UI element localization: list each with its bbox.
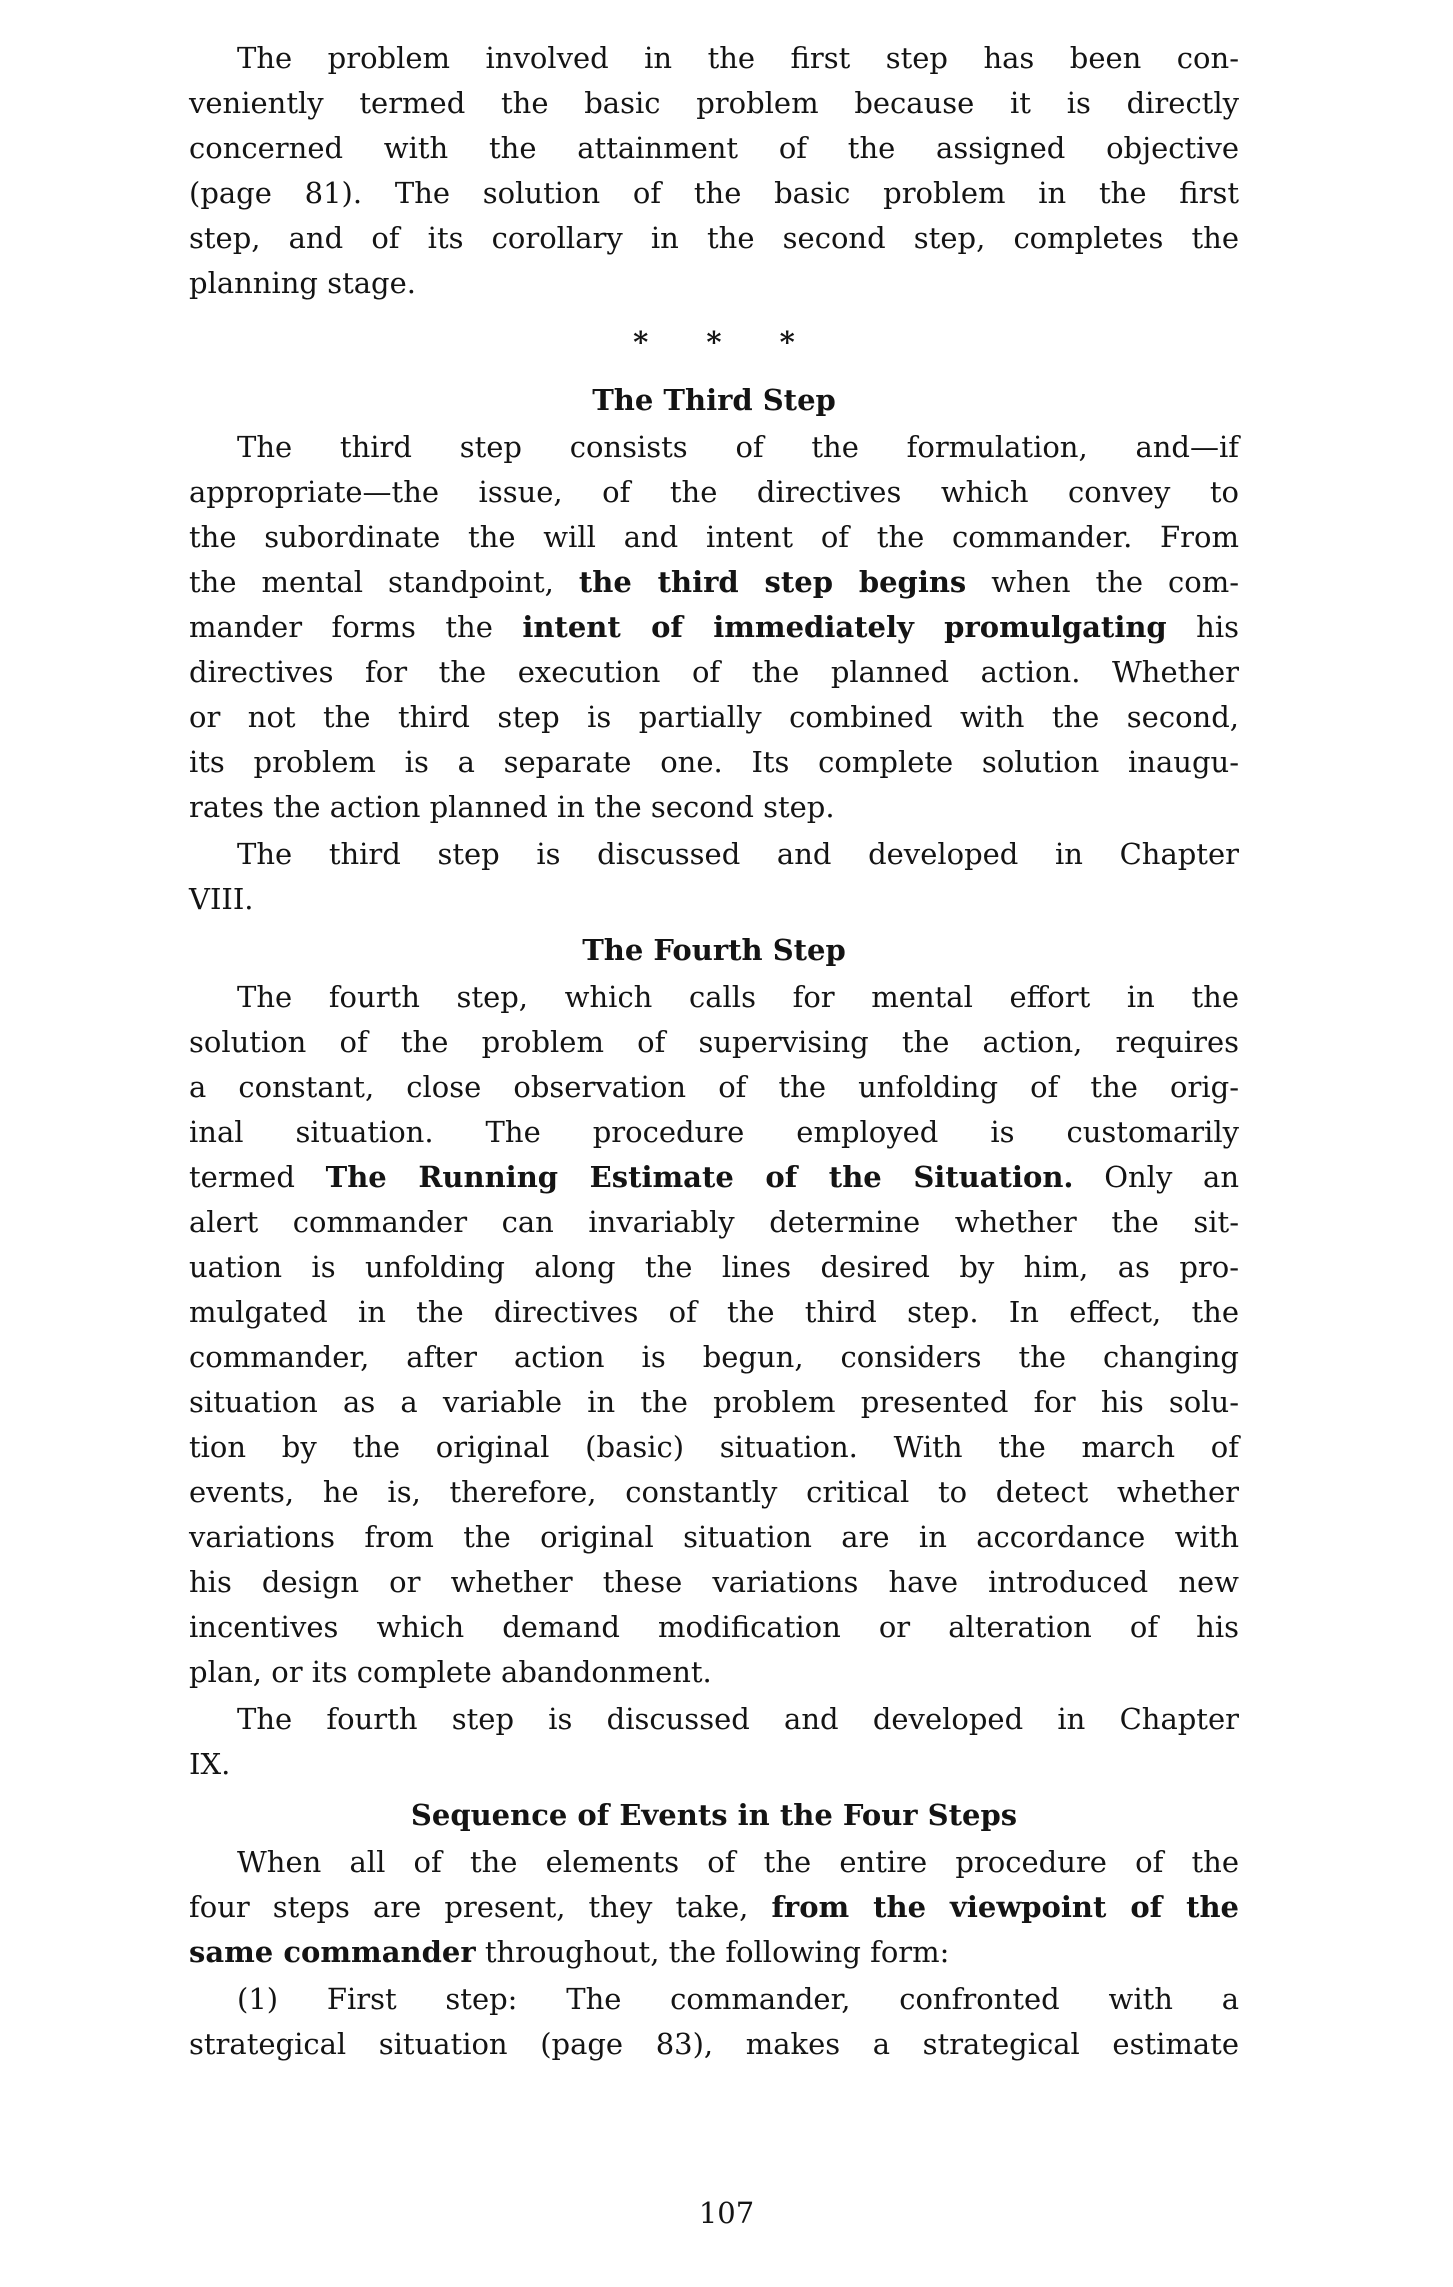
section-heading: The Third Step [592, 383, 836, 417]
text-line [189, 1065, 1239, 1110]
text-run: events, he is, therefore, constantly critical to detect whether [189, 1475, 1239, 1509]
text-run: IX. [189, 1747, 231, 1781]
text-run: (page 81). The solution of the basic problem in the first [189, 176, 1239, 210]
text-run: appropriate—the issue, of the directives which convey to [189, 475, 1239, 509]
text-line [189, 1560, 1239, 1605]
text-run: four steps are present, they take, [189, 1890, 772, 1924]
text-run: mander forms the [189, 610, 523, 644]
text-line [189, 1930, 1239, 1975]
text-line [189, 1840, 1239, 1885]
text-line [189, 2022, 1239, 2067]
text-line [189, 171, 1239, 216]
text-run: uation is unfolding along the lines desired by him, as pro- [189, 1250, 1239, 1284]
text-run: When all of the elements of the entire procedure of the [237, 1845, 1239, 1879]
text-line [189, 1245, 1239, 1290]
text-run: the mental standpoint, [189, 565, 579, 599]
text-run: directives for the execution of the planned action. Whether [189, 655, 1239, 689]
text-run: throughout, the following form: [475, 1935, 950, 1969]
text-run: solution of the problem of supervising the action, requires [189, 1025, 1239, 1059]
text-line [189, 81, 1239, 126]
text-run: The fourth step, which calls for mental effort in the [237, 980, 1239, 1014]
text-run: his design or whether these variations have introduced new [189, 1565, 1239, 1599]
text-run: inal situation. The procedure employed is customarily [189, 1115, 1239, 1149]
text-run: The problem involved in the first step has been con- [237, 41, 1239, 75]
paragraph [189, 36, 1239, 306]
text-run: when the com- [966, 565, 1239, 599]
text-run: situation as a variable in the problem presented for his solu- [189, 1385, 1239, 1419]
text-line [189, 1885, 1239, 1930]
text-line [189, 695, 1239, 740]
text-run: the subordinate the will and intent of the commander. From [189, 520, 1239, 554]
text-line [189, 1977, 1239, 2022]
text-line [189, 515, 1239, 560]
bold-text: The Running Estimate of the Situation. [325, 1160, 1074, 1194]
text-run: incentives which demand modification or alteration of his [189, 1610, 1239, 1644]
text-run: his [1166, 610, 1239, 644]
text-line [189, 785, 1239, 830]
text-line [189, 1650, 1239, 1695]
section-heading: The Fourth Step [582, 933, 846, 967]
text-line [189, 216, 1239, 261]
text-line [189, 560, 1239, 605]
text-line [189, 1697, 1239, 1742]
text-line [189, 1200, 1239, 1245]
text-line [189, 261, 1239, 306]
text-run: The third step consists of the formulation, and—if [237, 430, 1239, 464]
page-number: 107 [698, 2196, 755, 2230]
bold-text: from the viewpoint of the [771, 1890, 1239, 1924]
text-run: commander, after action is begun, considers the changing [189, 1340, 1239, 1374]
text-run: or not the third step is partially combined with the second, [189, 700, 1239, 734]
text-line [189, 1290, 1239, 1335]
paragraph [189, 425, 1239, 830]
text-run: its problem is a separate one. Its complete solution inaugu- [189, 745, 1239, 779]
text-run: variations from the original situation are in accordance with [189, 1520, 1239, 1554]
section-heading: Sequence of Events in the Four Steps [410, 1798, 1018, 1832]
text-line [189, 1380, 1239, 1425]
text-line [189, 1515, 1239, 1560]
text-line [189, 650, 1239, 695]
text-line [189, 1425, 1239, 1470]
text-run: strategical situation (page 83), makes a strategical estimate [189, 2027, 1239, 2061]
text-run: alert commander can invariably determine whether the sit- [189, 1205, 1239, 1239]
text-run: veniently termed the basic problem because it is directly [189, 86, 1239, 120]
text-line [189, 1155, 1239, 1200]
text-run: rates the action planned in the second step. [189, 790, 835, 824]
text-run: Only an [1073, 1160, 1239, 1194]
text-run: planning stage. [189, 266, 416, 300]
text-run: tion by the original (basic) situation. With the march of [189, 1430, 1239, 1464]
text-line [189, 126, 1239, 171]
text-line [189, 877, 1239, 922]
text-run: termed [189, 1160, 326, 1194]
text-line [189, 740, 1239, 785]
page-body [189, 34, 1239, 2067]
paragraph [189, 1697, 1239, 1787]
text-line [189, 425, 1239, 470]
bold-text: the third step begins [578, 565, 967, 599]
text-run: (1) First step: The commander, confronted with a [237, 1982, 1239, 2016]
text-run: VIII. [189, 882, 254, 916]
text-run: plan, or its complete abandonment. [189, 1655, 712, 1689]
text-line [189, 1605, 1239, 1650]
text-line [189, 1742, 1239, 1787]
paragraph [189, 975, 1239, 1695]
text-run: concerned with the attainment of the assigned objective [189, 131, 1239, 165]
text-line [189, 1335, 1239, 1380]
text-line [189, 1110, 1239, 1155]
section-divider: * * * [633, 325, 795, 359]
text-run: The third step is discussed and developed in Chapter [237, 837, 1239, 871]
bold-text: same commander [189, 1935, 476, 1969]
text-line [189, 1470, 1239, 1515]
text-line [189, 470, 1239, 515]
paragraph [189, 832, 1239, 922]
text-line [189, 605, 1239, 650]
text-run: The fourth step is discussed and developed in Chapter [237, 1702, 1239, 1736]
text-run: step, and of its corollary in the second step, completes the [189, 221, 1239, 255]
paragraph [189, 1840, 1239, 1975]
text-run: mulgated in the directives of the third step. In effect, the [189, 1295, 1239, 1329]
text-line [189, 832, 1239, 877]
paragraph [189, 1977, 1239, 2067]
text-run: a constant, close observation of the unfolding of the orig- [189, 1070, 1239, 1104]
bold-text: intent of immediately promulgating [522, 610, 1167, 644]
text-line [189, 975, 1239, 1020]
text-line [189, 36, 1239, 81]
text-line [189, 1020, 1239, 1065]
